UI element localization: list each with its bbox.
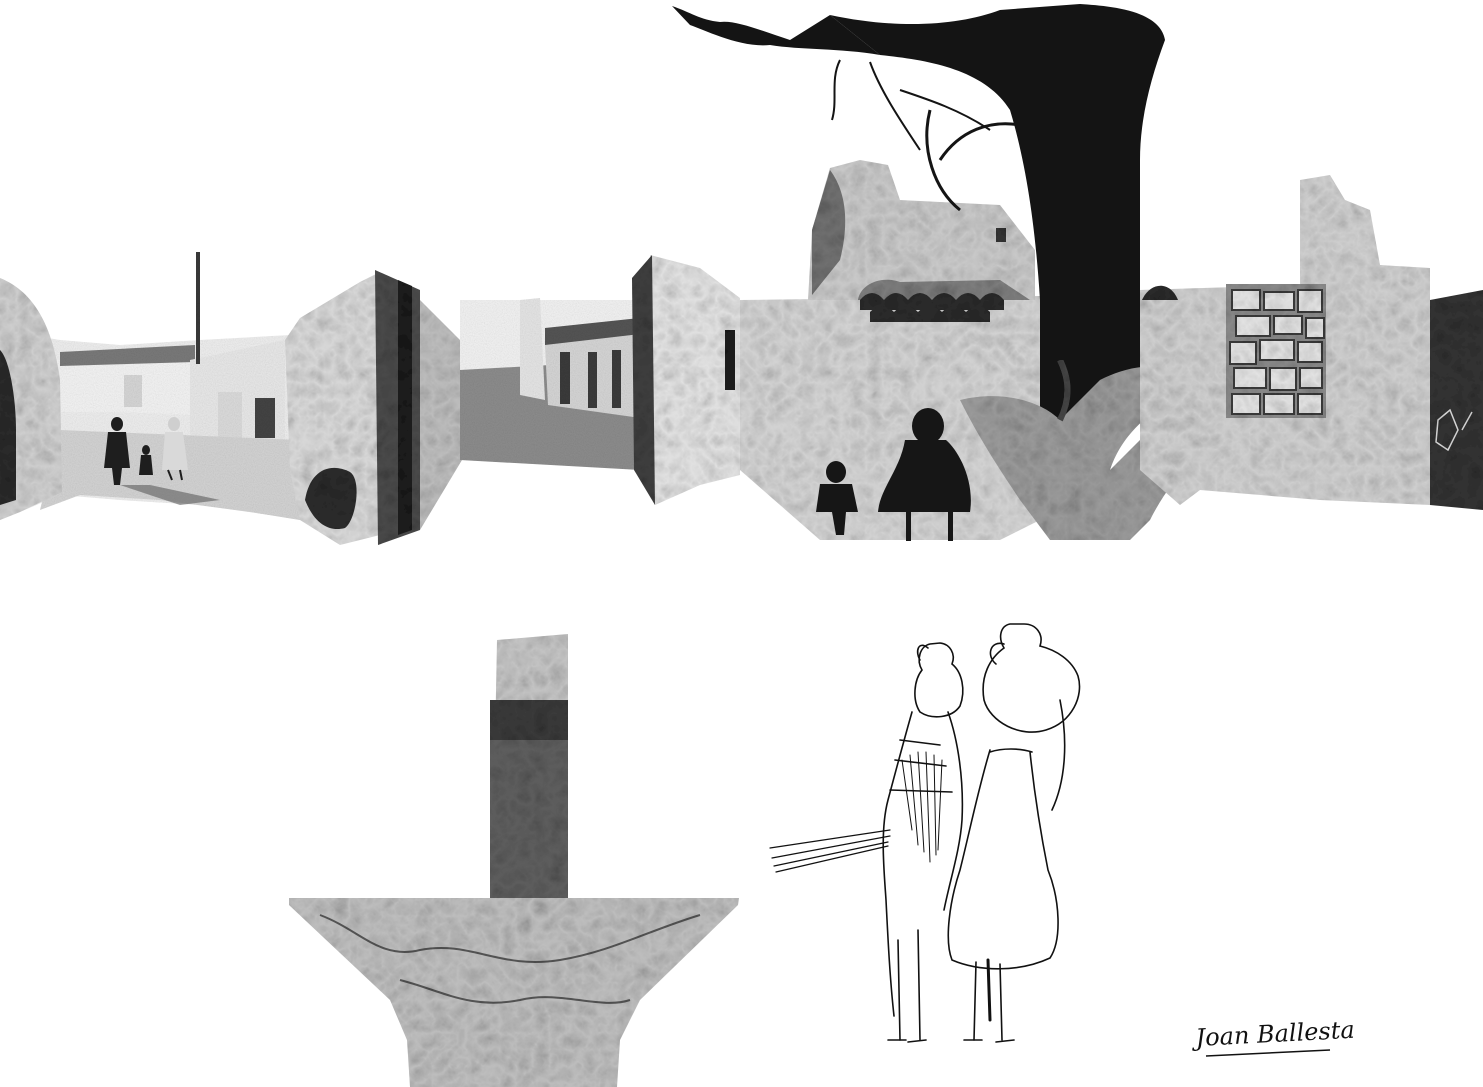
stone-wall-panel	[1230, 290, 1324, 414]
middle-street-photo	[460, 298, 640, 470]
signature-text: Joan Ballesta	[1194, 1015, 1356, 1052]
white-wall-slab	[632, 255, 740, 505]
